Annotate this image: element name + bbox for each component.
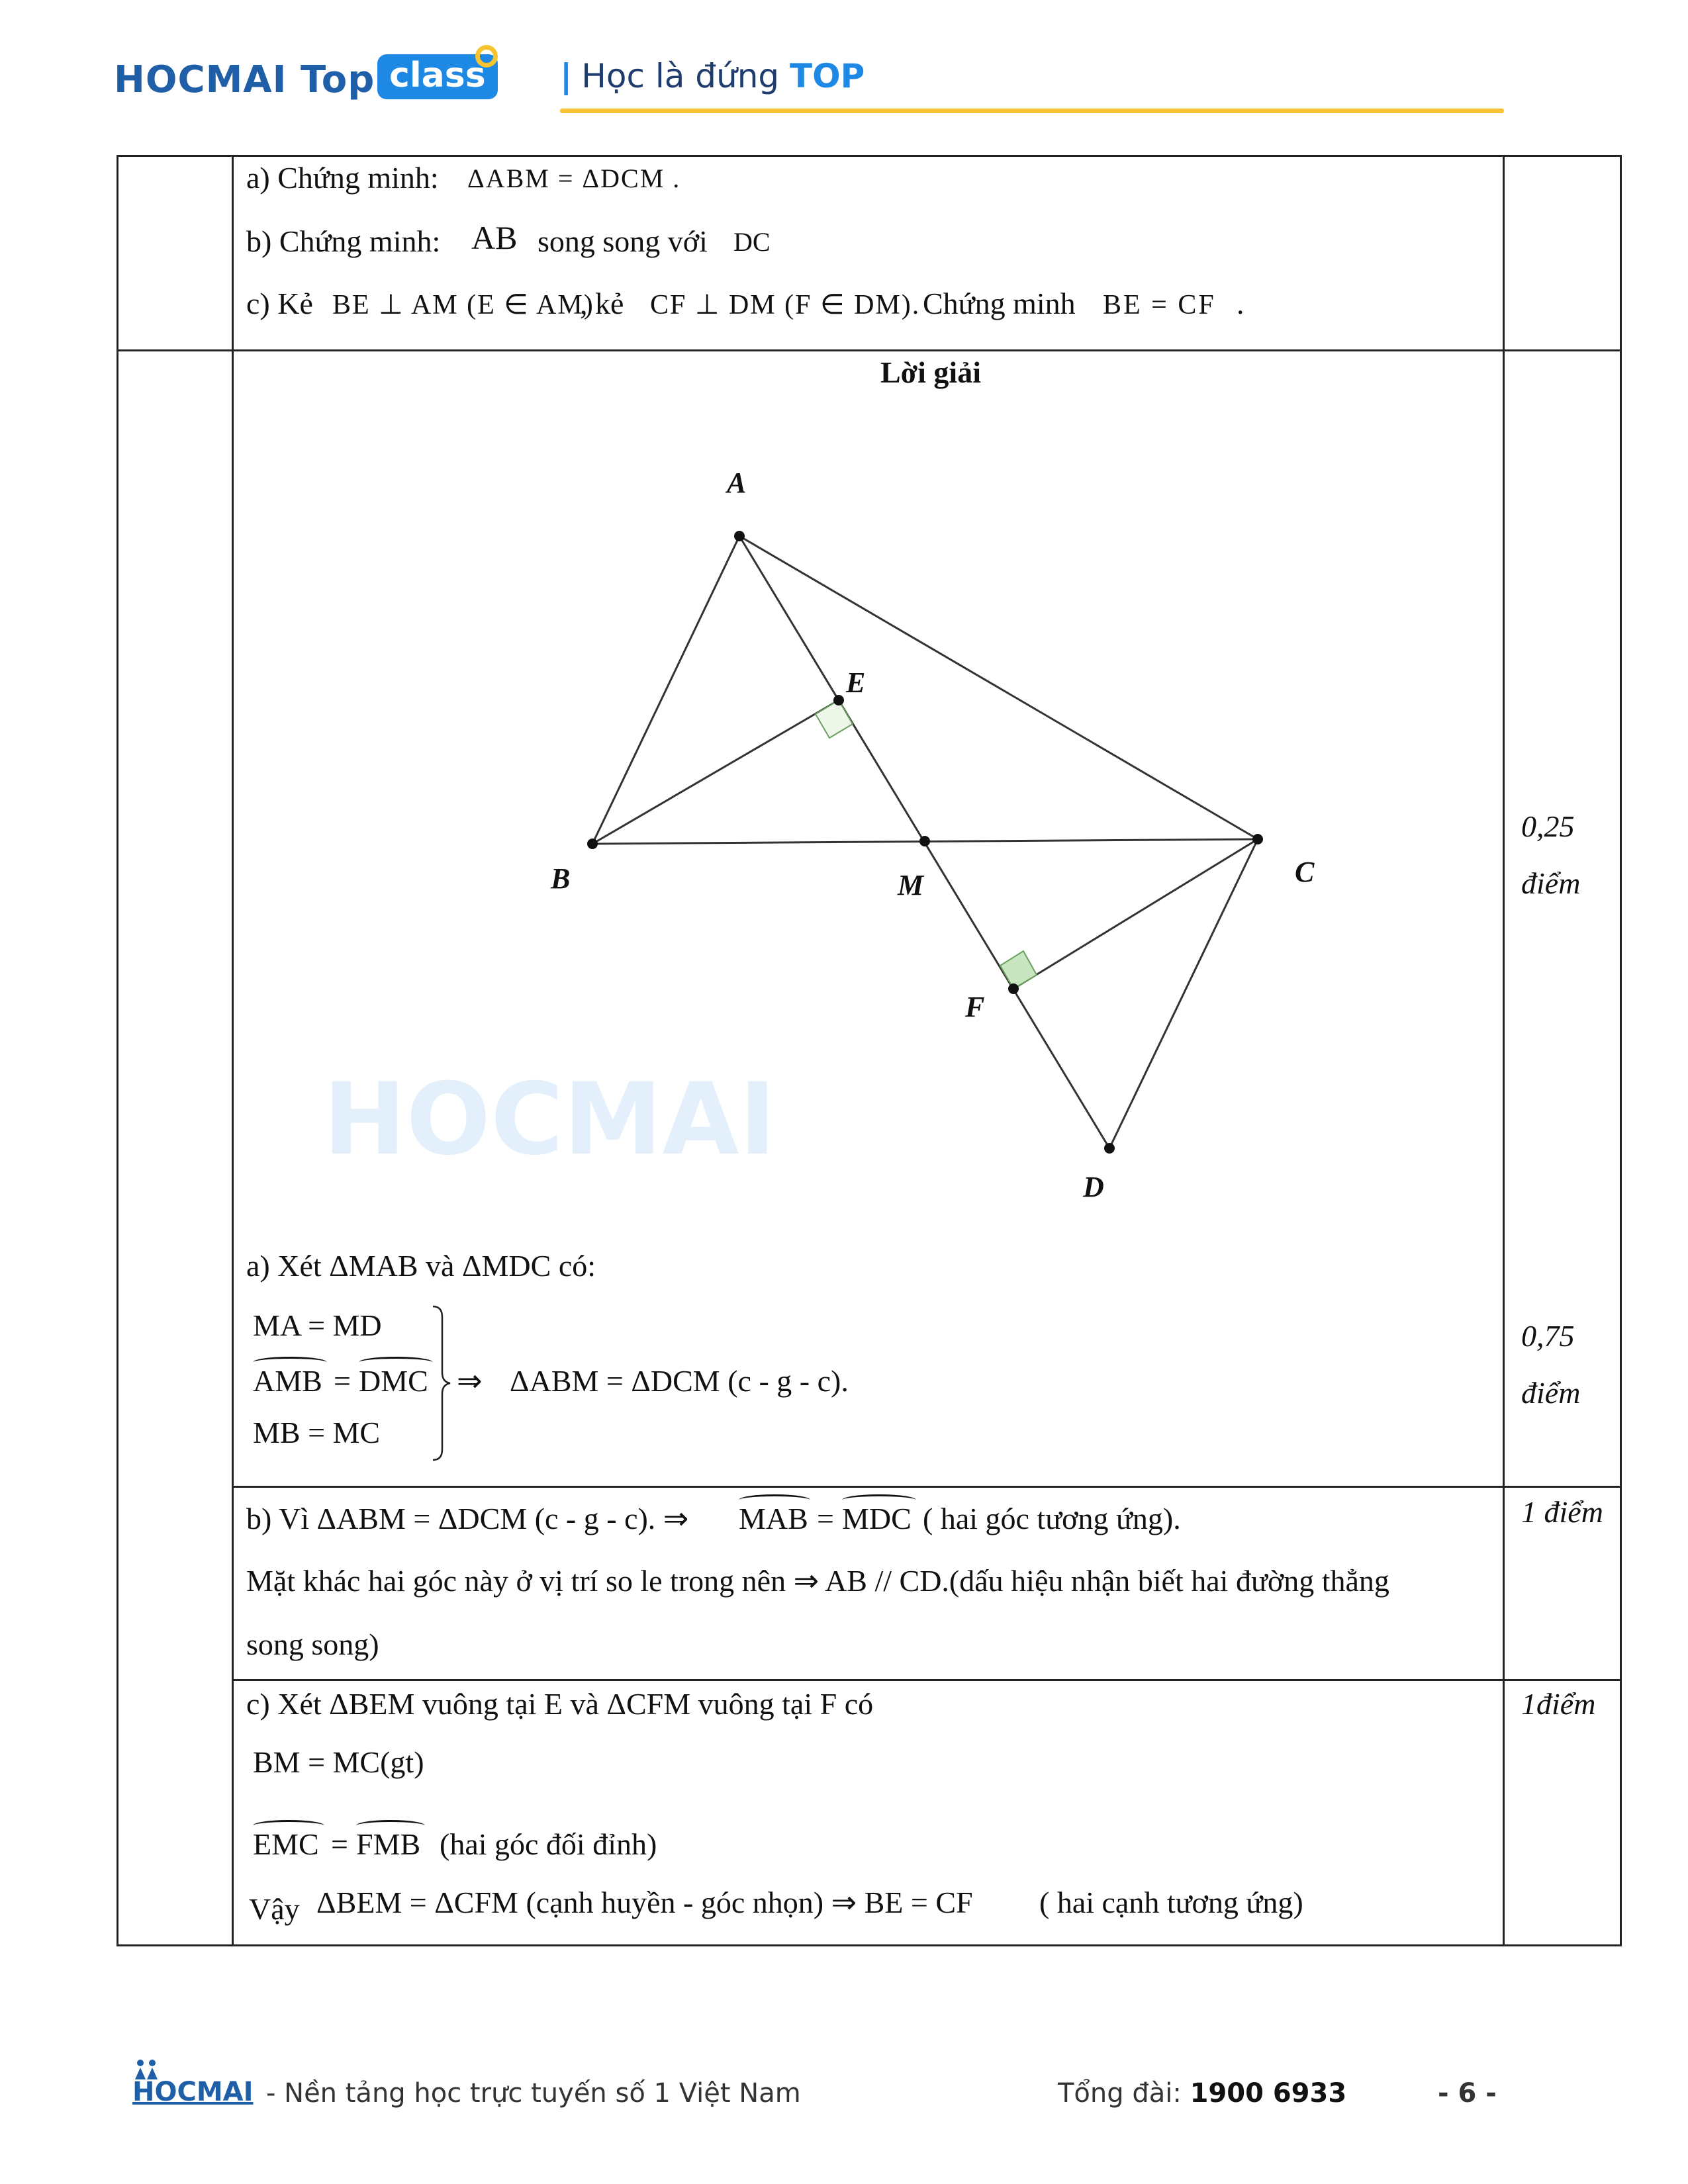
point-a [734,531,745,541]
part-b-line1-right: MDC [842,1502,912,1535]
score-3: 1 điểm [1521,1495,1603,1529]
problem-c-expr1: BE ⊥ AM (E ∈ AM) [332,290,594,320]
score-2-value: 0,75 [1521,1319,1575,1353]
problem-c-expr2: CF ⊥ DM (F ∈ DM). [650,290,921,320]
part-b-line2: Mặt khác hai góc này ở vị trí so le trong nên ⇒ AB // CD.(dấu hiệu nhận biết hai đường thẳng [246,1564,1389,1598]
footer-tagline: - Nền tảng học trực tuyến số 1 Việt Nam [266,2078,801,2109]
score-2-unit: điểm [1521,1376,1581,1410]
divider-bar-icon: | [560,57,573,95]
score-1-value: 0,25 [1521,809,1575,843]
part-c-line3-tail: (hai góc đối đỉnh) [440,1827,657,1861]
part-c-line1: c) Xét ΔBEM vuông tại E và ΔCFM vuông tại F có [246,1687,874,1721]
part-a-line2-eq: = [334,1364,351,1398]
watermark-logo: HOCMAI [323,1062,776,1177]
point-m [919,836,930,846]
label-f: F [965,991,985,1023]
angle-arc [842,1494,916,1506]
part-c-line4-tail: ( hai cạnh tương ứng) [1039,1886,1303,1919]
part-c-line3-left: EMC [253,1827,319,1861]
problem-a-expr: ΔABM = ΔDCM . [467,163,681,193]
angle-arc [253,1820,324,1831]
part-b-line1-eq: = [817,1502,834,1535]
label-b: B [551,862,571,895]
part-a-intro: a) Xét ΔMAB và ΔMDC có: [246,1249,596,1283]
point-e [833,695,844,705]
part-b-line3: song song) [246,1627,379,1661]
right-angle-mark-e [816,700,853,738]
brace-icon [430,1304,453,1463]
part-c-line3-right: FMB [356,1827,421,1861]
page-number: - 6 - [1438,2078,1497,2109]
part-c-line4-body: ΔBEM = ΔCFM (cạnh huyền - góc nhọn) ⇒ BE = CF [316,1886,973,1919]
problem-b-label: b) Chứng minh: [246,224,441,258]
label-c: C [1295,856,1315,888]
part-a-conclusion: ΔABM = ΔDCM (c - g - c). [510,1364,849,1398]
part-b-line1-tail: ( hai góc tương ứng). [923,1502,1181,1535]
segment-be [592,700,839,844]
label-e: E [846,666,866,699]
slogan-highlight: TOP [790,57,865,95]
label-m: M [898,869,924,901]
problem-c-mid: , kẻ [580,287,624,320]
part-a-line2-right: DMC [359,1364,428,1398]
angle-arc [739,1494,810,1506]
angle-arc [359,1357,433,1368]
point-d [1104,1143,1115,1154]
footer-logo[interactable]: HOCMAI [132,2077,254,2107]
part-c-line2: BM = MC(gt) [253,1745,424,1779]
problem-c-tail: Chứng minh [923,287,1076,320]
point-c [1252,834,1263,844]
hotline-label: Tổng đài: [1058,2078,1182,2109]
part-a-implies: ⇒ [457,1364,483,1398]
hotline-number: 1900 6933 [1190,2078,1347,2109]
score-4: 1điểm [1521,1687,1596,1721]
problem-a-label: a) Chứng minh: [246,161,439,195]
segment-ab [592,536,739,844]
part-b-line1: b) Vì ΔABM = ΔDCM (c - g - c). ⇒ [246,1502,689,1535]
brand-logo-badge: class [377,54,498,99]
right-angle-mark-f [1000,951,1037,989]
part-a-line1: MA = MD [253,1308,382,1342]
angle-arc [253,1357,327,1368]
problem-b-expr1: AB [471,219,518,256]
label-d: D [1083,1171,1104,1203]
score-1-unit: điểm [1521,866,1581,900]
problem-b-expr2: DC [733,227,771,257]
point-b [587,839,598,849]
problem-c-dot: . [1237,287,1244,320]
part-a-line3: MB = MC [253,1416,381,1449]
problem-c-expr3: BE = CF [1103,290,1216,320]
solution-title: Lời giải [880,355,981,389]
part-b-line1-left: MAB [739,1502,808,1535]
page-footer [0,2045,1688,2124]
footer-hotline [1058,2078,1346,2109]
brand-logo-text: HOCMAI Top [114,58,375,101]
part-a-line2-left: AMB [253,1364,322,1398]
part-c-line3-eq: = [331,1827,348,1861]
problem-b-mid: song song với [538,224,708,258]
angle-arc [356,1820,425,1831]
label-a: A [727,467,747,499]
slogan-prefix: Học là đứng [581,57,780,95]
point-f [1008,983,1019,994]
part-c-line4-lead: Vậy [249,1892,300,1926]
problem-c-label: c) Kẻ [246,287,313,320]
segment-ac [739,536,1258,839]
